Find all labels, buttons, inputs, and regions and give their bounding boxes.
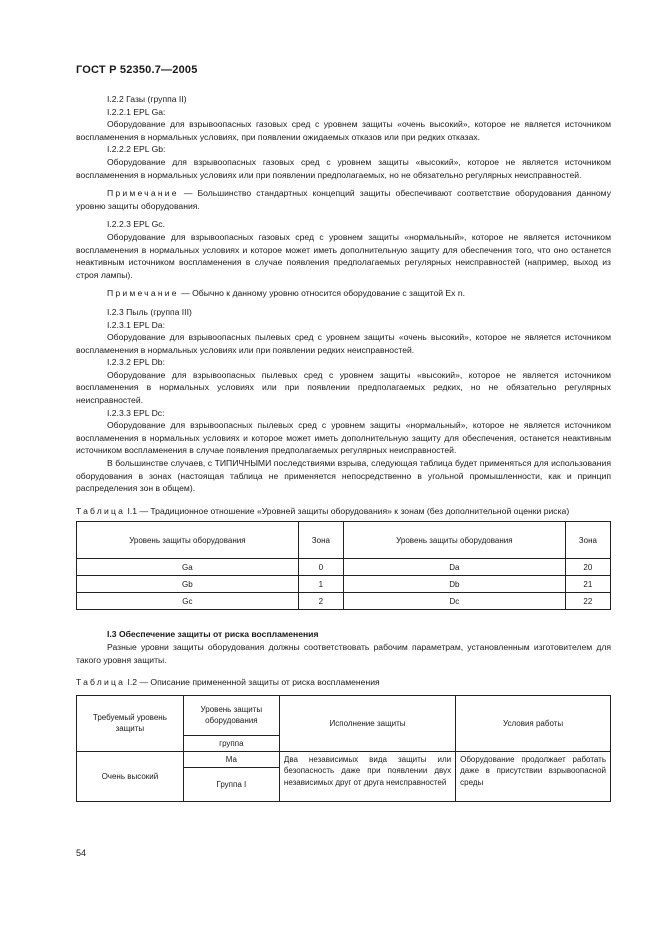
epl-ga-text: Оборудование для взрывоопасных газовых сред с уровнем защиты «очень высокий», которое не является источником воспламенения в нормальных условиях, при появлении ожидаемых отказов или при редких отказах.	[76, 119, 611, 142]
section-i3-heading: I.3 Обеспечение защиты от риска воспламенения	[107, 629, 319, 640]
table-caption-text: I.2 — Описание примененной защиты от риска воспламенения	[125, 677, 380, 688]
epl-gc-heading: I.2.2.3 EPL Gc.	[107, 219, 165, 230]
table-label: Таблица	[76, 505, 126, 516]
table-cell: Два независимых вида защиты или безопасность даже при появлении двух независимых друг от друга неисправностей	[279, 751, 455, 801]
table-1-caption	[76, 505, 611, 518]
table-header-row	[77, 522, 611, 559]
epl-dc-heading: I.2.3.3 EPL Dc:	[107, 407, 165, 418]
table-label: Таблица	[76, 677, 126, 688]
table-cell: 1	[298, 576, 343, 593]
epl-db-heading: I.2.3.2 EPL Db:	[107, 357, 165, 368]
table-cell: Da	[343, 559, 565, 576]
section-dust-heading: I.2.3 Пыль (группа III)	[107, 306, 192, 317]
table-header-cell: Требуемый уровень защиты	[77, 695, 184, 751]
table-header-cell: группа	[183, 735, 279, 751]
epl-gc-text: Оборудование для взрывоопасных газовых сред с уровнем защиты «нормальный», которое не является источником воспламенения в нормальных условиях и которое может иметь дополнительную защиту для обеспечения того, что оно останется неактивным источником воспламенения в случае появления предполагаемых регулярных неисправностей (например, выход из строя лампы).	[76, 231, 611, 280]
table-cell: 22	[565, 593, 610, 610]
table-header-cell: Уровень защиты оборудования	[343, 522, 565, 559]
table-cell: 21	[565, 576, 610, 593]
table-cell: 20	[565, 559, 610, 576]
note-1	[76, 187, 611, 212]
table-cell: Группа I	[183, 767, 279, 801]
page-number: 54	[76, 848, 87, 858]
note-2	[76, 287, 611, 300]
table-header-cell: Зона	[565, 522, 610, 559]
note-text: — Большинство стандартных концепций защиты обеспечивают соответствие оборудования данному уровню защиты оборудования.	[76, 188, 611, 211]
table-cell: Gb	[77, 576, 299, 593]
table-row	[77, 576, 611, 593]
table-1	[76, 521, 611, 610]
table-cell: 2	[298, 593, 343, 610]
table-2	[76, 695, 611, 802]
table-cell: Dc	[343, 593, 565, 610]
table-row	[77, 593, 611, 610]
epl-db-text: Оборудование для взрывоопасных пылевых сред с уровнем защиты «высокий», которое не является источником воспламенения в нормальных условиях или при появлении предполагаемых редких, но не обязательно регулярных неисправностей.	[76, 369, 611, 406]
table-cell: Db	[343, 576, 565, 593]
table-header-cell: Исполнение защиты	[279, 695, 455, 751]
note-label: Примечание	[107, 188, 179, 199]
note-text: — Обычно к данному уровню относится оборудование с защитой Ex n.	[178, 288, 466, 299]
table-cell: 0	[298, 559, 343, 576]
table-header-row	[77, 695, 611, 735]
note-label: Примечание	[107, 288, 179, 299]
section-i3-text: Разные уровни защиты оборудования должны соответствовать рабочим параметрам, установленным изготовителем для такого уровня защиты.	[76, 642, 611, 665]
epl-gb-text: Оборудование для взрывоопасных газовых сред с уровнем защиты «высокий», которое не является источником воспламенения в нормальных условиях или при появлении предполагаемых, но не обязательно регулярных неисправностей.	[76, 156, 611, 180]
table-header-cell: Уровень защиты оборудования	[183, 695, 279, 735]
table-caption-text: I.1 — Традиционное отношение «Уровней защиты оборудования» к зонам (без дополнительной оценки риска)	[125, 505, 570, 516]
table-row	[77, 751, 611, 767]
table-cell: Очень высокий	[77, 751, 184, 801]
epl-da-text: Оборудование для взрывоопасных пылевых сред с уровнем защиты «очень высокий», которое не является источником воспламенения в нормальных условиях или при появлении редких неисправностей.	[76, 332, 611, 355]
document-header: ГОСТ Р 52350.7—2005	[76, 64, 198, 76]
epl-dc-text: Оборудование для взрывоопасных пылевых сред с уровнем защиты «нормальный», которое не является источником воспламенения в нормальных условиях и которое может иметь дополнительную защиту для обеспечения, останется неактивным источником воспламенения в случае появления предполагаемых регулярных неисправностей.	[76, 420, 611, 456]
table-header-cell: Уровень защиты оборудования	[77, 522, 299, 559]
table-cell: Ma	[183, 751, 279, 767]
table-header-cell: Условия работы	[456, 695, 611, 751]
epl-ga-heading: I.2.2.1 EPL Ga:	[107, 106, 166, 117]
epl-gb-heading: I.2.2.2 EPL Gb:	[107, 144, 166, 155]
summary-paragraph: В большинстве случаев, с ТИПИЧНЫМИ последствиями взрыва, следующая таблица будет применяться для использования оборудования в зонах (настоящая таблица не применяется непосредственно в угольной промышленности, как и принцип распределения зон в общем).	[76, 458, 611, 494]
table-2-caption	[76, 676, 611, 689]
table-cell: Оборудование продолжает работать даже в присутствии взрывоопасной среды	[456, 751, 611, 801]
epl-da-heading: I.2.3.1 EPL Da:	[107, 319, 165, 330]
table-cell: Gc	[77, 593, 299, 610]
table-row	[77, 559, 611, 576]
section-gases-heading: I.2.2 Газы (группа II)	[107, 94, 187, 104]
page-content	[76, 93, 611, 802]
table-header-cell: Зона	[298, 522, 343, 559]
table-cell: Ga	[77, 559, 299, 576]
